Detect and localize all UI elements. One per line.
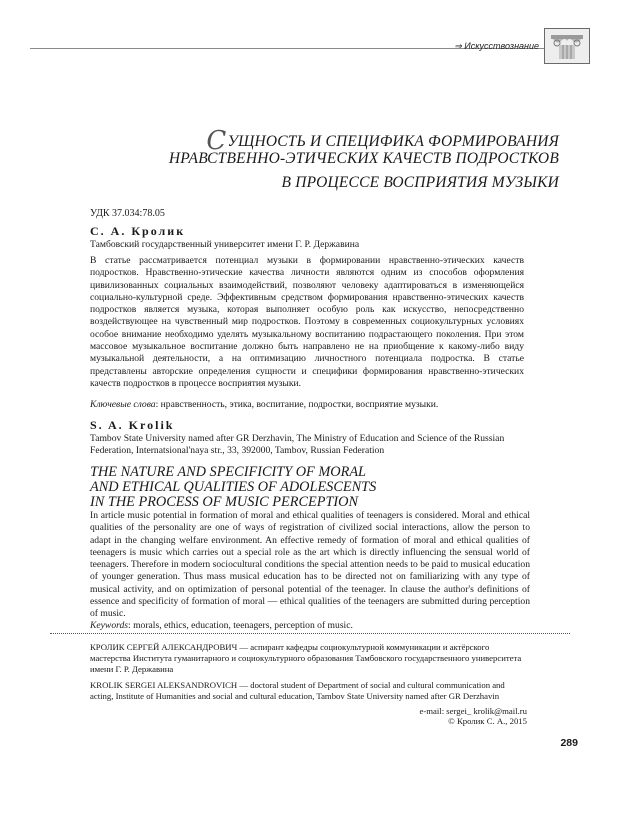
abstract-ru: В статье рассматривается потенциал музыки в формировании нравственно-этических качеств подростков. Нравственно-этические качества личности являются одним из способов оформления цивилизованных социальных взаимодействий, позволяют человеку адаптироваться в изменяющейся социально-культурной среде. Эффективным средством формирования нравственно-этических качеств подростков является музыка, которая выполняет особую роль как искусство, непосредственно воздействующее на чувственный мир подростков. Поэтому в современных социокультурных условиях особое внимание необходимо уделять музыкальному воспитанию подрастающего поколения. При этом массовое музыкальное воспитание должно быть направлено не на приобщение к какому-либо виду музыкальной деятельности, а на оптимизацию личностного потенциала подростка. В статье представлены авторские определения сущности и специфики формирования нравственно-этических качеств подростков в процессе восприятия музыки.	[90, 255, 524, 389]
section-name: Искусствознание	[464, 41, 539, 51]
keywords-label-ru: Ключевые слова	[90, 399, 156, 410]
author-info-en: KROLIK SERGEI ALEKSANDROVICH — doctoral student of Department of social and cultural communication and acting, Institute of Humanities and social and cultural education, Tambov State University named after GR Derzhavin	[90, 680, 505, 702]
dotted-separator	[50, 633, 570, 634]
title-line-1-text: УЩНОСТЬ И СПЕЦИФИКА ФОРМИРОВАНИЯ	[227, 133, 559, 150]
title-drop-cap: С	[206, 126, 227, 156]
affiliation-ru: Тамбовский государственный университет имени Г. Р. Державина	[90, 239, 360, 250]
title-line-2: НРАВСТВЕННО-ЭТИЧЕСКИХ КАЧЕСТВ ПОДРОСТКОВ	[168, 150, 559, 167]
author-name-ru: С. А. Кролик	[90, 224, 186, 238]
affiliation-en: Tambov State University named after GR Derzhavin, The Ministry of Education and Science of the Russian Federation, Internatsional'naya str., 33, 392000, Tambov, Russian Federation	[90, 433, 505, 457]
author-name-en: S. A. Krolik	[90, 418, 175, 432]
english-title-line-3: IN THE PROCESS OF MUSIC PERCEPTION	[90, 494, 359, 510]
copyright: © Кролик С. А., 2015	[448, 716, 527, 726]
udc-code: УДК 37.034:78.05	[90, 208, 165, 219]
keywords-ru	[90, 399, 438, 410]
author-info-ru: КРОЛИК СЕРГЕЙ АЛЕКСАНДРОВИЧ — аспирант кафедры социокультурной коммуникации и актёрского мастерства Института гуманитарного и социокультурного образования Тамбовского государственного университета имени Г. Р. Державина	[90, 642, 522, 675]
page-number: 289	[560, 737, 578, 749]
title-line-3: В ПРОЦЕССЕ ВОСПРИЯТИЯ МУЗЫКИ	[281, 174, 559, 191]
column-capital-logo-icon	[544, 28, 590, 64]
english-title-line-1: THE NATURE AND SPECIFICITY OF MORAL	[90, 464, 367, 480]
keywords-label-en: Keywords	[90, 620, 129, 631]
author-email[interactable]: e-mail: sergei_ krolik@mail.ru	[419, 706, 527, 716]
keywords-text-ru: : нравственность, этика, воспитание, подростки, восприятие музыки.	[155, 399, 439, 410]
english-title-line-2: AND ETHICAL QUALITIES OF ADOLESCENTS	[90, 479, 377, 495]
section-arrow-icon: ⇒	[454, 41, 462, 51]
section-label	[454, 41, 539, 52]
keywords-text-en: : morals, ethics, education, teenagers, perception of music.	[128, 620, 353, 631]
abstract-en: In article music potential in formation of moral and ethical qualities of teenagers is considered. Moral and ethical qualities of the personality are one of ways of registration of civilized social interactions, allow the person to adapt in the changing welfare environment. An effective remedy of formation of moral and ethical qualities of teenagers is music which carries out a special role as the art which is directly influencing the sensual world of teenagers. Therefore in modern sociocultural conditions the special attention needs to be paid to musical education of younger generation. Thus mass musical education has to be directed not on familiarizing with any type of musical activity, and on optimization of personal potential of the teenager. In clause the author's definitions of essence and specificity of formation of moral — ethical qualities of the teenagers are submitted during perception of music.	[90, 510, 530, 620]
keywords-en	[90, 620, 353, 631]
